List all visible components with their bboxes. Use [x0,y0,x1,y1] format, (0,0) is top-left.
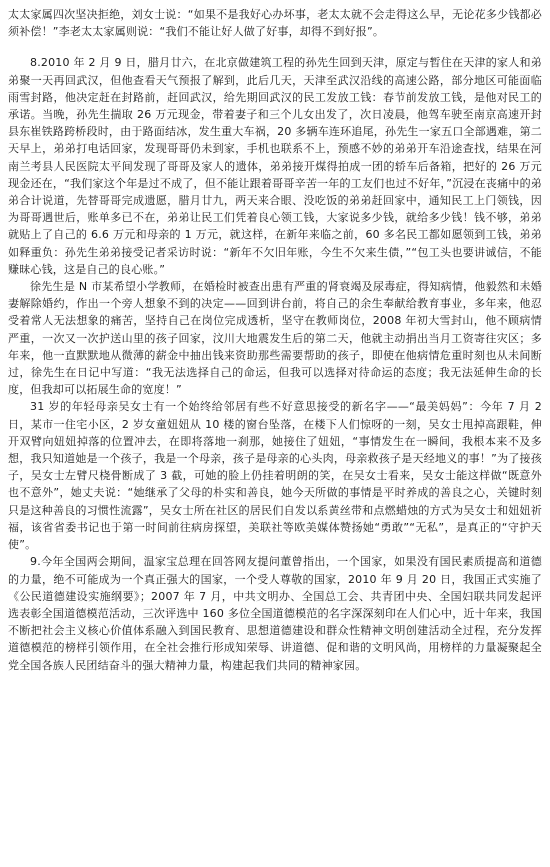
paragraph-8: 8.2010 年 2 月 9 日，腊月廿六，在北京做建筑工程的孙先生回到天津，原定与暂住在天津的家人和弟弟聚一天再回武汉，但他查看天气预报了解到，此后几天，天津至武汉沿线的高速公路，部分地区可能面临雨雪封路，他决定赶在封路前，赶回武汉，给先期回武汉的民工发放工钱：春节前发放工钱，是他对民工的承诺。当晚，孙先生揣取 26 万元现金，带着妻子和三个儿女出发了，次日凌晨，他驾车驶至南京高速开封县东崔铁路跨桥段时，由于路面结冰，发生重大车祸，20 多辆车连环追尾，孙先生一家五口全部遇难，第二天早上，弟弟打电话回家，发现哥哥仍未到家，手机也联系不上，预感不妙的弟弟开车沿途查找，结果在河南兰考县人民医院太平间发现了哥哥及家人的遗体，弟弟接开煤得拍成一团的轿车后备箱，把好的 26 万元现金还在，“我们家这个年是过不成了，但不能让跟着哥哥辛苦一年的工友们也过不好年，”沉浸在丧痛中的弟弟合计说道，先替哥哥完成遗愿，腊月廿九，两天来合眼、没吃饭的弟弟赶回家中，通知民工上门领钱，因为哥哥遇世后，账单多已不在，弟弟让民工们凭着良心领工钱，大家说多少钱，就给多少钱！钱不够，弟弟就贴上了自己的 6.6 万元和母亲的 1 万元，就这样，在新年来临之前，60 多名民工都如愿领到工钱，弟弟如释重负：孙先生弟弟接受记者采访时说：“新年不欠旧年账，今生不欠来生债，”“包工头也要讲诚信，不能赚昧心钱，这是自己的良心账。” [8,56,542,276]
paragraph-9: 9.今年全国两会期间，温家宝总理在回答网友提问董曾指出，一个国家，如果没有国民素质提高和道德的力量，绝不可能成为一个真正强大的国家，一个受人尊敬的国家，2010 年 9 月 20 日，我国正式实施了《公民道德建设实施纲要》；2007 年 7 月，中共文明办、全国总工会、共青团中央、全国妇联共同发起评选表彰全国道德模范活动，三次评选中 160 多位全国道德模范的名字深深刻印在人们心中，近十年来，我国不断把社会主义核心价值体系融入到国民教育、思想道德建设和群众性精神文明创建活动全过程，充分发挥道德模范的榜样引领作用，在全社会推行形成知荣辱、讲道德、促和谐的文明风尚，用榜样的力量凝聚起全党全国各族人民团结奋斗的强大精神力量，构建起我们共同的精神家园。 [8,555,542,672]
paragraph-mother: 31 岁的年轻母亲吴女士有一个始终给邻居有些不好意思接受的新名字——“最美妈妈”：今年 7 月 2 日，某市一住宅小区，2 岁女童妞妞从 10 楼的窗台坠落，在楼下人们惊呀的一刻，吴女士甩掉高跟鞋，伸开双臂向妞妞掉落的位置冲去，在即将落地一刹那，她接住了妞妞，“事情发生在一瞬间，我根本来不及多想，我只知道她是一个孩子，我是一个母亲，孩子是母亲的心头肉，母亲救孩子是天经地义的事！”为了接孩子，吴女士左臂尺桡骨断成了 3 截，可她的脸上仍挂着明朗的笑，在吴女士看来，吴女士能这样做“既意外也不意外”，她丈夫说：“她继承了父母的朴实和善良，她今天所做的事情是平时养成的善良之心，关键时刻只是这种善良的习惯性流露”，吴女士所在社区的居民们自发以系黄丝带和点燃蜡烛的方式为吴女士和妞妞祈福，该省省委书记也于第一时间前往病房探望，美联社等欧美媒体赞扬她“勇敢”“无私”，是真正的“守护天使”。 [8,400,542,552]
paragraph-intro: 太太家属四次坚决拒绝，刘女士说：“如果不是我好心办坏事，老太太就不会走得这么早，无论花多少钱都必须补偿！”李老太太家属则说：“我们不能让好人做了好事，却得不到好报”。 [8,8,542,39]
paragraph-teacher: 徐先生是 N 市某希望小学教师，在婚检时被查出患有严重的肾衰竭及尿毒症，得知病情，他毅然和未婚妻解除婚约，作出一个旁人想象不到的决定——回到讲台前，将自己的余生奉献给教育事业，多年来，他忍受着常人无法想象的痛苦，坚持自己在岗位完成透析，坚守在教师岗位，2008 年初大雪封山，他不顾病情严重，一次又一次护送山里的孩子回家，汶川大地震发生后的第二天，他就主动捐出当月工资寄往灾区；多年来，他一直默默地从微薄的薪金中抽出钱来资助那些需要帮助的孩子，即使在他病情危重时刻也从未间断过，徐先生在日记中写道：“我无法选择自己的命运，但我可以选择对待命运的态度；我无法延伸生命的长度，但我却可以拓展生命的宽度！” [8,280,542,397]
document-page [8,6,542,674]
paragraph-spacer [8,40,542,54]
